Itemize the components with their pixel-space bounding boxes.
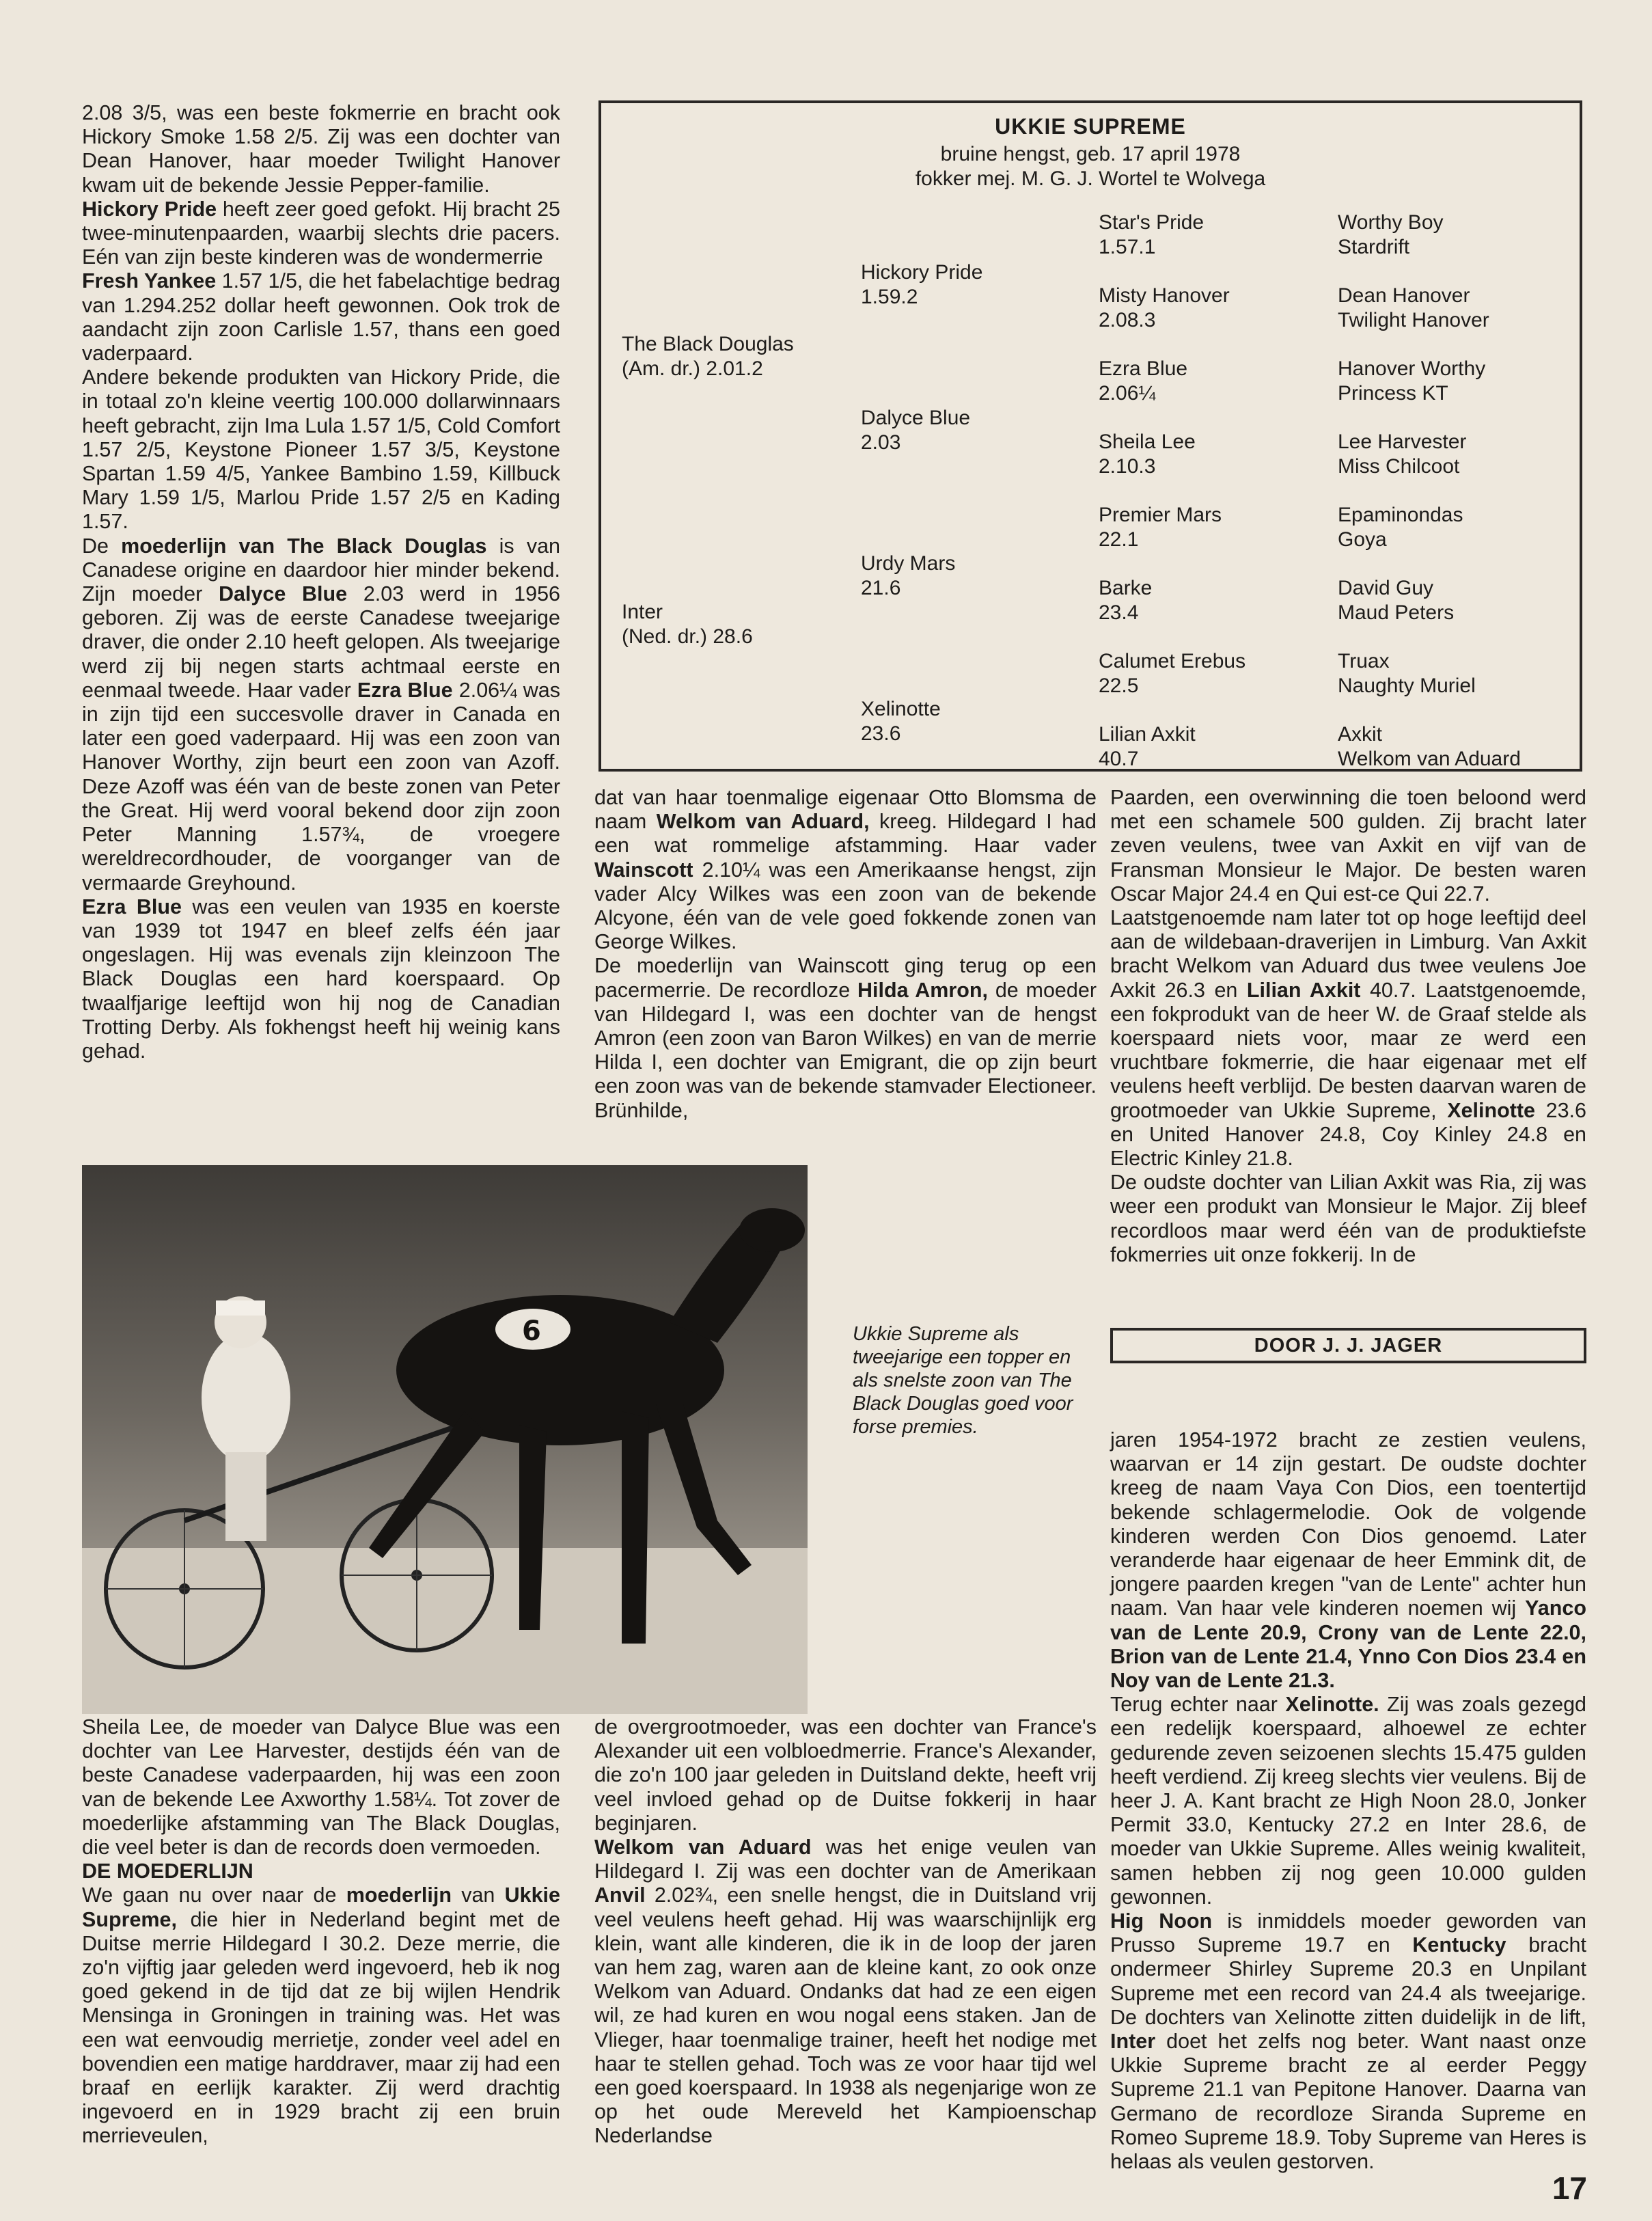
article-column-left — [82, 101, 560, 1063]
article-paragraph — [82, 1715, 560, 1859]
body-text: heeft zeer goed gefokt. Hij bracht 25 twee-minutenpaarden, waarbij slechts drie pacers. Eén van zijn beste kinderen was de wondermerrie — [82, 197, 560, 269]
body-text: De oudste dochter van Lilian Axkit was Ria, zij was weer een produkt van Monsieur le Major. Zij bleef recordloos maar werd één van de produktiefste fokmerries uit onze fokkerij. In de — [1110, 1171, 1586, 1266]
pedigree-horse-record: 21.6 — [861, 577, 901, 599]
horse-photo — [82, 1165, 808, 1714]
body-text: de overgrootmoeder, was een dochter van France's Alexander uit een volbloedmerrie. France's Alexander, die zo'n 100 jaar geleden in Duitsland dekte, heeft vrij veel invloed gehad op de Duitse fokkerij in haar beginjaren. — [594, 1715, 1097, 1835]
page-number: 17 — [1552, 2170, 1587, 2206]
article-paragraph — [1110, 1693, 1586, 1909]
article-paragraph — [594, 1715, 1097, 1836]
pedigree-gg-pair — [1338, 649, 1476, 698]
bold-phrase: moederlijn van The Black Douglas — [121, 534, 487, 558]
body-text: Zij was zoals gezegd een redelijk koerspaard, alhoewel ze echter gedurende zeven seizoenen slechts 15.475 gulden heeft verdiend. Zij kreeg slechts vier veulens. Bij de heer J. A. Kant bracht ze High Noon 28.0, Jonker Permit 33.0, Kentucky 27.2 en Inter 28.6, de moeder van Ukkie Supreme. Alles weinig kwaliteit, samen hebben zij nog geen 10.000 gulden gewonnen. — [1110, 1693, 1586, 1909]
pedigree-great-grandparent — [1099, 649, 1245, 698]
pedigree-grandparent — [861, 406, 970, 455]
article-paragraph — [82, 101, 560, 197]
pedigree-horse-record: 23.6 — [861, 722, 901, 745]
pedigree-dam — [622, 600, 753, 649]
bold-phrase: Anvil — [594, 1883, 646, 1907]
body-text: 23.6 en United Hanover 24.8, Coy Kinley 24.8 en Electric Kinley 21.8. — [1110, 1098, 1586, 1171]
pedigree-great-grandparent — [1099, 503, 1222, 552]
pedigree-gg-pair — [1338, 284, 1489, 333]
bold-phrase: Kentucky — [1412, 1933, 1506, 1957]
article-paragraph — [1110, 1909, 1586, 2174]
pedigree-grandparent — [861, 260, 982, 310]
article-column-middle-lower — [594, 1715, 1097, 2149]
pedigree-great-grandparent — [1099, 722, 1196, 772]
body-text: 1.57 1/5, die het fabelachtige bedrag van 1.294.252 dollar heeft gewonnen. Ook trok de aandacht zijn zoon Carlisle 1.57, thans een goed vaderpaard. — [82, 269, 560, 366]
body-text: 2.02¾, een snelle hengst, die in Duitsland vrij veel veulens heeft gehad. Hij was waarschijnlijk erg klein, want alle kinderen, die ik in de loop der jaren van hem zag, waren aan de kleine kant, zo ook onze Welkom van Aduard. Ondanks dat had ze een eigen wil, ze had kuren en wou nogal eens staken. Jan de Vlieger, haar toenmalige trainer, heeft het nodige met haar te stellen gehad. Toch was ze voor haar tijd wel een goed koerspaard. In 1938 als negenjarige won ze op het oude Mereveld het Kampioenschap Nederlandse — [594, 1883, 1097, 2148]
pedigree-horse-name: Dean Hanover — [1338, 284, 1470, 307]
body-text: 2.03 werd in 1956 geboren. Zij was de eerste Canadese tweejarige draver, die onder 2.10 heeft gelopen. Als tweejarige werd zij bij negen starts achtmaal eerste en eenmaal tweede. Haar vader — [82, 582, 560, 702]
body-text: Terug echter naar — [1110, 1693, 1286, 1717]
bold-phrase: Hig Noon — [1110, 1909, 1213, 1933]
pedigree-horse-name: Lilian Axkit — [1099, 723, 1196, 746]
article-paragraph — [1110, 786, 1586, 906]
article-paragraph — [1110, 906, 1586, 1171]
pedigree-gg-pair — [1338, 722, 1521, 772]
body-text: kreeg. Hildegard I had een wat rommelige afstamming. Haar vader — [594, 810, 1097, 858]
body-text: 2.10¼ was een Amerikaanse hengst, zijn vader Alcy Wilkes was een zoon van de bekende Alcyone, één van de vele goed fokkende zonen van George Wilkes. — [594, 858, 1097, 954]
pedigree-horse-name: Misty Hanover — [1099, 284, 1230, 307]
pedigree-horse-name: Urdy Mars — [861, 552, 956, 575]
pedigree-horse-name: Worthy Boy — [1338, 211, 1444, 234]
body-text: de moeder van Hildegard I, was een dochter van de hengst Amron (een zoon van Baron Wilkes) en van de merrie Hilda I, een dochter van Emigrant, die op zijn beurt een zoon was van de bekende stamvader Electioneer. Brünhilde, — [594, 978, 1097, 1122]
pedigree-horse-name: David Guy — [1338, 577, 1434, 599]
pedigree-dam-record: (Ned. dr.) 28.6 — [622, 625, 753, 648]
pedigree-horse-record: 22.5 — [1099, 675, 1139, 697]
pedigree-gg-pair — [1338, 357, 1485, 406]
article-paragraph — [82, 197, 560, 270]
pedigree-table — [598, 100, 1582, 772]
article-paragraph — [82, 534, 560, 895]
pedigree-horse-record: 2.08.3 — [1099, 309, 1156, 331]
pedigree-horse-record: 1.57.1 — [1099, 236, 1156, 258]
article-paragraph — [594, 954, 1097, 1122]
body-text: was een veulen van 1935 en koerste van 1939 tot 1947 en bleef zelfs één jaar ongeslagen. Hij was evenals zijn kleinzoon The Black Douglas een hard koerspaard. Op twaalfjarige leeftijd won hij nog de Canadian Trotting Derby. Als fokhengst heeft hij weinig kans gehad. — [82, 895, 560, 1063]
pedigree-horse-name: Premier Mars — [1099, 504, 1222, 526]
article-column-right — [1110, 786, 1586, 1267]
pedigree-breeder: fokker mej. M. G. J. Wortel te Wolvega — [915, 167, 1266, 190]
bold-phrase: Yanco van de Lente 20.9, Crony van de Lente 22.0, Brion van de Lente 21.4, Ynno Con Dios 23.4 en Noy van de Lente 21.3. — [1110, 1596, 1586, 1693]
pedigree-horse-name: Hanover Worthy — [1338, 357, 1486, 380]
pedigree-horse-name: Lee Harvester — [1338, 431, 1467, 453]
bold-phrase: Hilda Amron, — [857, 978, 989, 1002]
article-paragraph — [1110, 1428, 1586, 1693]
body-text: is inmiddels moeder geworden van Prusso Supreme 19.7 en — [1110, 1909, 1586, 1957]
pedigree-horse-name: Dalyce Blue — [861, 407, 971, 429]
pedigree-horse-record: 40.7 — [1099, 748, 1139, 770]
body-text: De — [82, 534, 122, 558]
pedigree-horse-name: Goya — [1338, 528, 1387, 551]
body-text: Sheila Lee, de moeder van Dalyce Blue was een dochter van Lee Harvester, destijds één van de beste Canadese vaderpaarden, hij was een zoon van de bekende Lee Axworthy 1.58¼. Tot zover de moederlijke afstamming van The Black Douglas, die veel beter is dan de records doen vermoeden. — [82, 1715, 560, 1859]
bold-phrase: Xelinotte. — [1285, 1693, 1379, 1717]
article-paragraph — [82, 1883, 560, 2148]
article-column-left-lower — [82, 1715, 560, 2149]
article-paragraph — [82, 895, 560, 1063]
pedigree-horse-record: 22.1 — [1099, 528, 1139, 551]
article-column-middle — [594, 786, 1097, 1123]
body-text: We gaan nu over naar de — [82, 1883, 346, 1907]
pedigree-horse-name: Naughty Muriel — [1338, 675, 1476, 697]
pedigree-great-grandparent — [1099, 430, 1196, 479]
body-text: dat van haar toenmalige eigenaar Otto Blomsma de naam — [594, 786, 1097, 834]
body-text: doet het zelfs nog beter. Want naast onze Ukkie Supreme bracht ze al eerder Peggy Supreme 21.1 van Pepitone Hanover. Daarna van Germano de recordloze Siranda Supreme en Romeo Supreme 18.9. Toby Supreme van Heres is helaas als veulen gestorven. — [1110, 2030, 1586, 2174]
svg-text:6: 6 — [522, 1316, 541, 1347]
pedigree-horse-name: Twilight Hanover — [1338, 309, 1489, 331]
bold-phrase: Welkom van Aduard — [594, 1836, 812, 1859]
pedigree-horse-name: Epaminondas — [1338, 504, 1463, 526]
body-text: Andere bekende produkten van Hickory Pride, die in totaal zo'n kleine veertig 100.000 dollarwinnaars heeft gebracht, zijn Ima Lula 1.57 1/5, Cold Comfort 1.57 2/5, Keystone Pioneer 1.57 3/5, Keystone Spartan 1.59 4/5, Yankee Bambino 1.59, Killbuck Mary 1.59 1/5, Marlou Pride 1.57 2/5 en Kading 1.57. — [82, 366, 560, 534]
pedigree-gg-pair — [1338, 576, 1454, 625]
bold-phrase: Welkom van Aduard, — [656, 810, 870, 834]
bold-phrase: Inter — [1110, 2030, 1156, 2054]
pedigree-sire — [622, 332, 794, 381]
pedigree-horse-name: Princess KT — [1338, 382, 1448, 405]
pedigree-great-grandparent — [1099, 357, 1187, 406]
pedigree-horse-name: Calumet Erebus — [1099, 650, 1246, 672]
article-paragraph — [82, 269, 560, 366]
photo-caption: Ukkie Supreme als tweejarige een topper en als snelste zoon van The Black Douglas goed voor forse premies. — [853, 1323, 1073, 1438]
pedigree-horse-name: Xelinotte — [861, 698, 941, 720]
pedigree-subtitle: bruine hengst, geb. 17 april 1978 — [940, 143, 1241, 165]
body-text: Laatstgenoemde nam later tot op hoge leeftijd deel aan de wildebaan-draverijen in Limburg. Van Axkit bracht Welkom van Aduard dus twee veulens Joe Axkit 26.3 en — [1110, 906, 1586, 1002]
pedigree-title: UKKIE SUPREME — [995, 114, 1186, 139]
pedigree-horse-record: 2.10.3 — [1099, 455, 1156, 478]
body-text: was het enige veulen van Hildegard I. Zij was een dochter van de Amerikaan — [594, 1836, 1097, 1883]
trotter-sulky-illustration — [82, 1165, 808, 1714]
pedigree-gg-pair — [1338, 210, 1444, 260]
article-paragraph — [1110, 1171, 1586, 1267]
pedigree-horse-name: Star's Pride — [1099, 211, 1204, 234]
pedigree-horse-name: Ezra Blue — [1099, 357, 1188, 380]
article-paragraph — [594, 786, 1097, 954]
bold-phrase: Xelinotte — [1447, 1098, 1535, 1122]
bold-phrase: Ezra Blue — [357, 678, 453, 702]
body-text: 2.08 3/5, was een beste fokmerrie en bracht ook Hickory Smoke 1.58 2/5. Zij was een dochter van Dean Hanover, haar moeder Twilight Hanover kwam uit de bekende Jessie Pepper-familie. — [82, 101, 560, 197]
bold-phrase: Lilian Axkit — [1246, 978, 1361, 1002]
body-text: die hier in Nederland begint met de Duitse merrie Hildegard I 30.2. Deze merrie, die zo'n vijftig jaar geleden werd ingevoerd, heb ik nog goed gekend in de tijd dat ze bij wijlen Hendrik Mensinga in Groningen in training was. Het was een wat eenvoudig merrietje, zonder veel adel en bovendien een matige harddraver, maar zij had een braaf en eerlijk karakter. Zij werd drachtig ingevoerd en in 1929 bracht zij een bruin merrieveulen, — [82, 1907, 560, 2148]
pedigree-horse-name: Truax — [1338, 650, 1390, 672]
bold-phrase: Dalyce Blue — [218, 582, 348, 606]
article-paragraph — [594, 1836, 1097, 2149]
pedigree-sire-record: (Am. dr.) 2.01.2 — [622, 357, 763, 380]
pedigree-horse-record: 1.59.2 — [861, 286, 918, 308]
pedigree-horse-name: Stardrift — [1338, 236, 1410, 258]
pedigree-dam-name: Inter — [622, 601, 663, 623]
pedigree-horse-name: Maud Peters — [1338, 601, 1455, 624]
bold-phrase: Hickory Pride — [82, 197, 217, 221]
pedigree-horse-name: Barke — [1099, 577, 1153, 599]
article-paragraph — [82, 366, 560, 534]
pedigree-great-grandparent — [1099, 284, 1230, 333]
pedigree-great-grandparent — [1099, 576, 1152, 625]
pedigree-horse-name: Sheila Lee — [1099, 431, 1196, 453]
author-byline: DOOR J. J. JAGER — [1110, 1328, 1586, 1363]
pedigree-horse-name: Welkom van Aduard — [1338, 748, 1521, 770]
body-text: bracht ondermeer Shirley Supreme 20.3 en Unpilant Supreme met een record van 24.4 als tweejarige. De dochters van Xelinotte zitten duidelijk in de lift, — [1110, 1933, 1586, 2029]
pedigree-great-grandparent — [1099, 210, 1204, 260]
bold-phrase: Ezra Blue — [82, 895, 182, 918]
pedigree-grandparent — [861, 697, 941, 746]
pedigree-gg-pair — [1338, 430, 1466, 479]
bold-phrase: Ukkie Supreme, — [82, 1883, 560, 1931]
pedigree-horse-record: 2.06¼ — [1099, 382, 1156, 405]
pedigree-horse-record: 23.4 — [1099, 601, 1139, 624]
body-text: van — [451, 1883, 505, 1907]
body-text: De moederlijn van Wainscott ging terug op een pacermerrie. De recordloze — [594, 954, 1097, 1002]
body-text: 40.7. Laatstgenoemde, een fokprodukt van de heer W. de Graaf stelde als koerspaard niets voor, maar ze werd een vruchtbare fokmerrie, die haar eigenaar met elf veulens heeft verblijd. De besten daarvan waren de grootmoeder van Ukkie Supreme, — [1110, 978, 1586, 1122]
body-text: 2.06¼ was in zijn tijd een succesvolle draver in Canada en later een goed vaderpaard. Hij was een zoon van Hanover Worthy, zijn beurt een zoon van Azoff. Deze Azoff was één van de beste zonen van Peter the Great. Hij werd vooral bekend door zijn zoon Peter Manning 1.57¾, de vroegere wereldrecordhouder, de voorganger van de vermaarde Greyhound. — [82, 678, 560, 895]
pedigree-horse-name: Miss Chilcoot — [1338, 455, 1460, 478]
bold-phrase: moederlijn — [346, 1883, 452, 1907]
pedigree-gg-pair — [1338, 503, 1463, 552]
pedigree-horse-record: 2.03 — [861, 431, 901, 454]
body-text: jaren 1954-1972 bracht ze zestien veulens, waarvan er 14 zijn gestart. De oudste dochter kreeg de naam Vaya Con Dios, een toentertijd bekende schlagermelodie. Ook de volgende kinderen werden Con Dios genoemd. Later veranderde haar eigenaar de heer Emmink dit, de jongere paarden kregen "van de Lente" achter hun naam. Van haar vele kinderen noemen wij — [1110, 1428, 1586, 1620]
pedigree-horse-name: Hickory Pride — [861, 261, 983, 284]
section-heading: DE MOEDERLIJN — [82, 1859, 253, 1883]
bold-phrase: Wainscott — [594, 858, 693, 882]
pedigree-horse-name: Axkit — [1338, 723, 1383, 746]
pedigree-sire-name: The Black Douglas — [622, 333, 794, 355]
article-column-right-lower — [1110, 1428, 1586, 2174]
bold-phrase: Fresh Yankee — [82, 269, 217, 293]
pedigree-grandparent — [861, 551, 955, 601]
body-text: Paarden, een overwinning die toen beloond werd met een schamele 500 gulden. Zij bracht later zeven veulens, twee van Axkit en vijf van de Fransman Monsieur le Major. De besten waren Oscar Major 24.4 en Qui est-ce Qui 22.7. — [1110, 786, 1586, 905]
body-text: is van Canadese origine en daardoor hier minder bekend. Zijn moeder — [82, 534, 561, 606]
